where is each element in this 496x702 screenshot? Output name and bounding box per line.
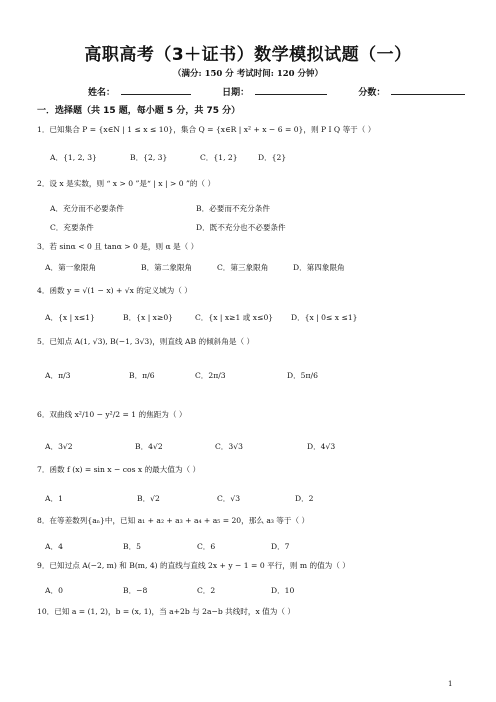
option-c: C．第三象限角 bbox=[217, 263, 269, 272]
option-d: D．5π/6 bbox=[287, 371, 318, 380]
option-b: B．π/6 bbox=[129, 371, 155, 380]
option-c: C．6 bbox=[197, 542, 216, 551]
option-d: D．7 bbox=[271, 542, 290, 551]
name-blank bbox=[121, 85, 191, 95]
option-a: A．π/3 bbox=[45, 371, 71, 380]
option-c: C．{1, 2} bbox=[200, 153, 238, 162]
student-info-line bbox=[88, 85, 428, 98]
option-a: A．3√2 bbox=[45, 442, 73, 451]
option-a: A．{x | x≤1} bbox=[45, 313, 95, 322]
question-6-stem: 6．双曲线 x²/10 − y²/2 = 1 的焦距为（ ） bbox=[37, 410, 187, 419]
option-a: A．充分而不必要条件 bbox=[50, 204, 124, 213]
option-b: B．第二象限角 bbox=[141, 263, 193, 272]
option-b: B．5 bbox=[123, 542, 142, 551]
question-2-stem: 2．设 x 是实数，则 “ x > 0 ”是“ | x | > 0 ”的（ ） bbox=[37, 179, 216, 188]
option-b: B．4√2 bbox=[135, 442, 163, 451]
option-c: C．{x | x≥1 或 x≤0} bbox=[195, 313, 274, 322]
option-d: D．第四象限角 bbox=[293, 263, 345, 272]
option-b: B．−8 bbox=[123, 586, 148, 595]
option-b: B．{2, 3} bbox=[130, 153, 168, 162]
section-title: 一．选择题（共 15 题，每小题 5 分，共 75 分） bbox=[37, 106, 241, 116]
question-7-stem: 7．函数 f (x) = sin x − cos x 的最大值为（ ） bbox=[37, 465, 201, 474]
question-1-stem: 1．已知集合 P = {x∈N | 1 ≤ x ≤ 10}，集合 Q = {x∈R | x² + x − 6 = 0}，则 P I Q 等于（ ） bbox=[37, 125, 376, 134]
option-b: B．必要而不充分条件 bbox=[196, 204, 270, 213]
option-a: A．第一象限角 bbox=[45, 263, 97, 272]
name-label: 姓名： bbox=[88, 88, 116, 98]
option-a: A．1 bbox=[45, 494, 63, 503]
page-title: 高职高考（3＋证书）数学模拟试题（一） bbox=[84, 45, 412, 65]
option-a: A．4 bbox=[45, 542, 63, 551]
option-d: D．10 bbox=[271, 586, 295, 595]
question-8-stem: 8．在等差数列{aₙ}中，已知 a₁ + a₂ + a₃ + a₄ + a₅ = 20，那么 a₃ 等于（ ） bbox=[37, 516, 310, 525]
option-a: A．0 bbox=[45, 586, 63, 595]
date-blank bbox=[255, 85, 327, 95]
option-d: D．2 bbox=[295, 494, 314, 503]
option-d: D．4√3 bbox=[307, 442, 336, 451]
question-3-stem: 3．若 sinα < 0 且 tanα > 0 是，则 α 是（ ） bbox=[37, 242, 199, 251]
option-c: C．√3 bbox=[217, 494, 241, 503]
date-label: 日期： bbox=[222, 88, 250, 98]
question-4-stem: 4．函数 y = √(1 − x) + √x 的定义域为（ ） bbox=[37, 286, 192, 295]
option-b: B．√2 bbox=[137, 494, 160, 503]
option-c: C．2π/3 bbox=[195, 371, 226, 380]
question-5-stem: 5．已知点 A(1, √3), B(−1, 3√3)，则直线 AB 的倾斜角是（ ） bbox=[37, 337, 255, 346]
page-number: 1 bbox=[448, 680, 453, 688]
question-10-stem: 10．已知 a = (1, 2)，b = (x, 1)，当 a+2b 与 2a−b 共线时，x 值为（ ） bbox=[37, 607, 295, 616]
option-d: D．{x | 0≤ x ≤1} bbox=[291, 313, 358, 322]
option-c: C．3√3 bbox=[215, 442, 243, 451]
option-b: B．{x | x≥0} bbox=[123, 313, 173, 322]
exam-subtitle: （满分: 150 分 考试时间: 120 分钟） bbox=[172, 69, 324, 79]
option-c: C．2 bbox=[197, 586, 216, 595]
option-d: D．既不充分也不必要条件 bbox=[196, 223, 286, 232]
option-c: C．充要条件 bbox=[50, 223, 94, 232]
option-d: D．{2} bbox=[258, 153, 287, 162]
score-blank bbox=[391, 85, 465, 95]
question-9-stem: 9．已知过点 A(−2, m) 和 B(m, 4) 的直线与直线 2x + y − 1 = 0 平行，则 m 的值为（ ） bbox=[37, 561, 350, 570]
score-label: 分数： bbox=[358, 88, 386, 98]
option-a: A．{1, 2, 3} bbox=[50, 153, 97, 162]
